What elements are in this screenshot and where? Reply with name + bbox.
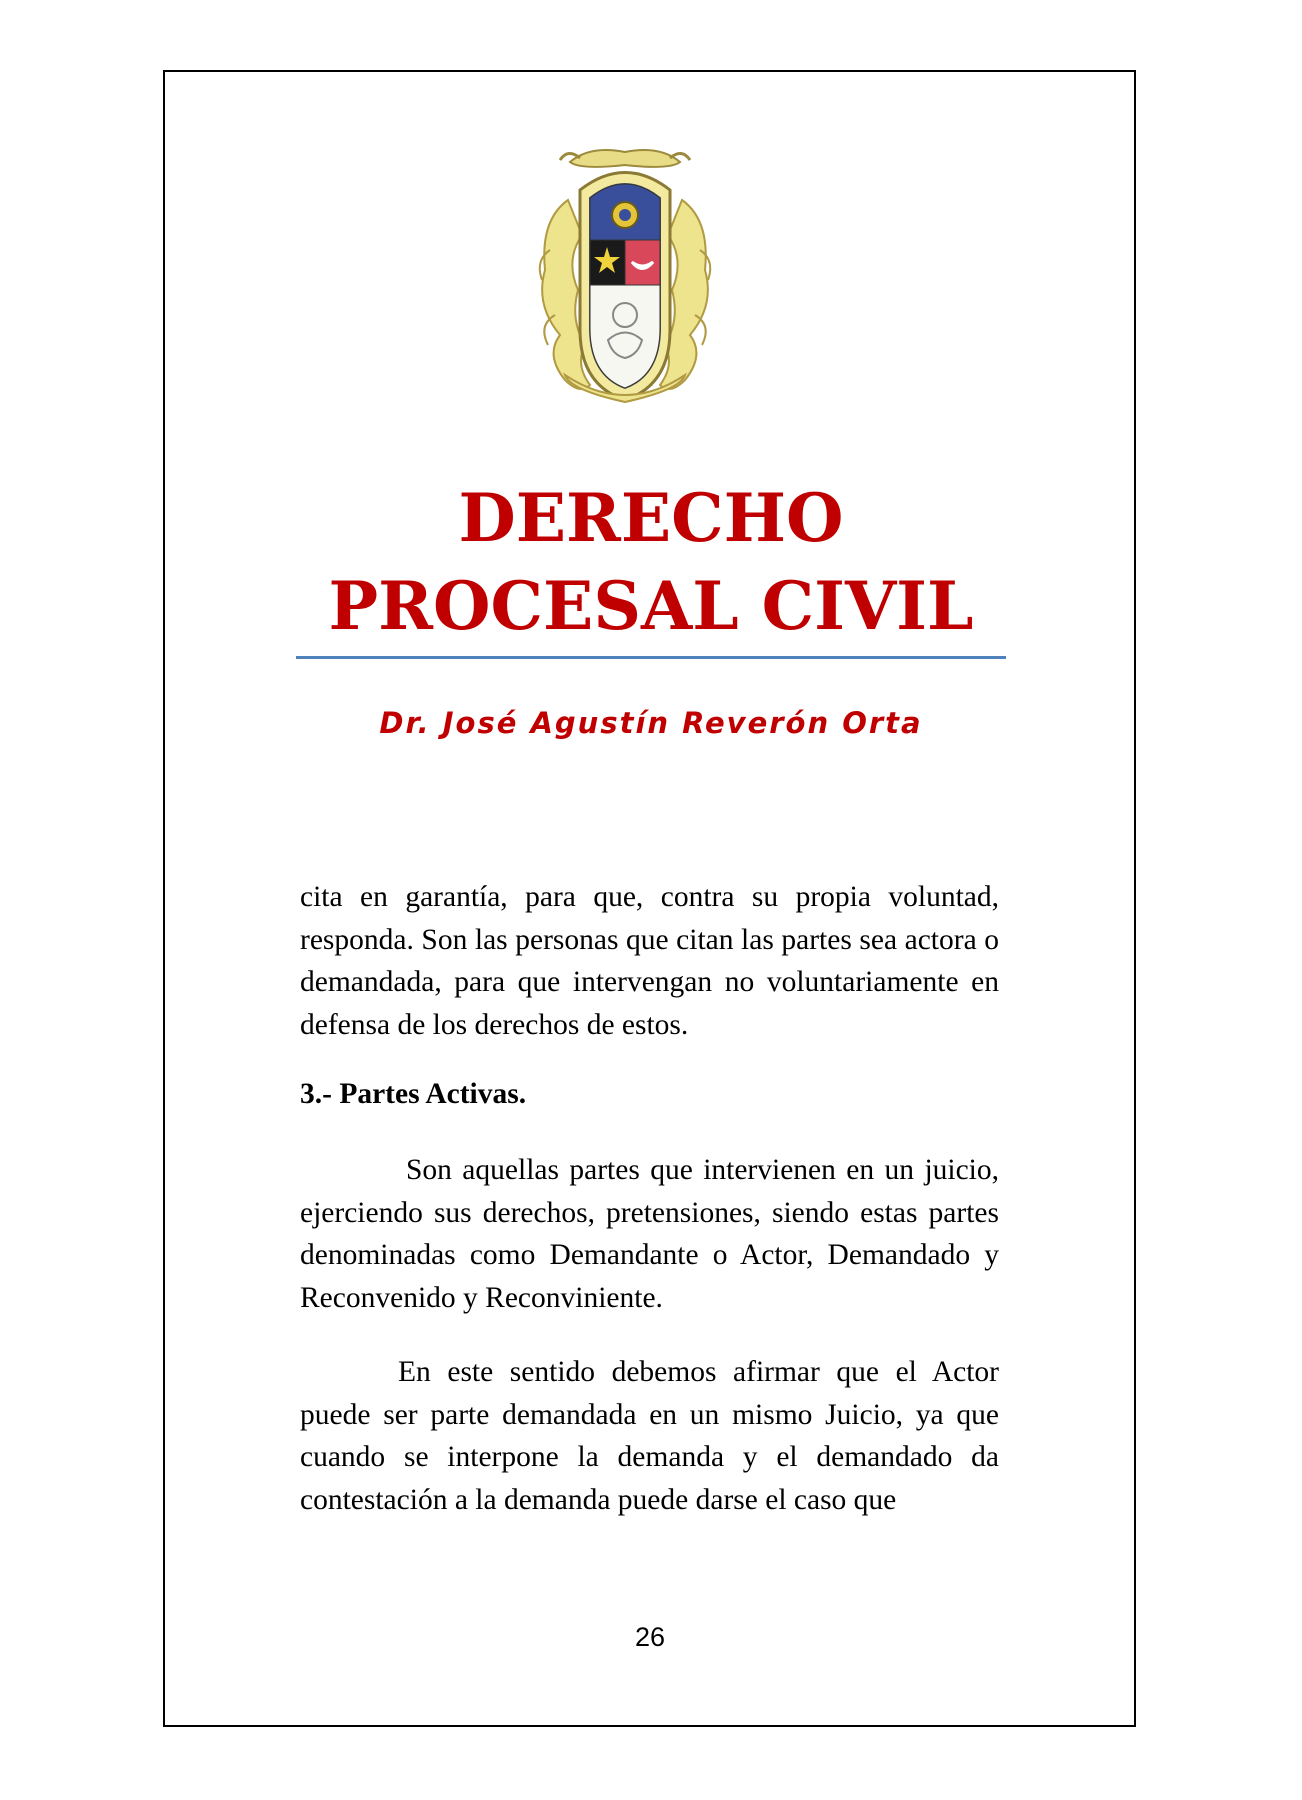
paragraph-text: cita en garantía, para que, contra su propia voluntad, responda. Son las personas que citan las partes sea actora o demandada, para que intervengan no voluntariamente en defensa de los derechos de estos. (300, 881, 999, 1041)
body-paragraph-2 (300, 1149, 999, 1319)
document-title-line-1: DERECHO (458, 479, 844, 557)
body-paragraph-1 (300, 876, 999, 1046)
title-divider (296, 656, 1006, 659)
document-title-line-2: PROCESAL CIVIL (328, 567, 974, 645)
section-heading: 3.- Partes Activas. (300, 1078, 527, 1110)
paragraph-text: En este sentido debemos afirmar que el Actor puede ser parte demandada en un mismo Juicio, ya que cuando se interpone la demanda y el demandado da contestación a la demanda puede darse el caso que (300, 1356, 999, 1516)
author-name: Dr. José Agustín Reverón Orta (379, 706, 923, 740)
coat-of-arms-icon (530, 140, 720, 415)
body-paragraph-3 (300, 1351, 999, 1521)
page-number: 26 (634, 1622, 666, 1652)
paragraph-text: Son aquellas partes que intervienen en un juicio, ejerciendo sus derechos, pretensiones, siendo estas partes denominadas como Demandante o Actor, Demandado y Reconvenido y Reconviniente. (300, 1154, 999, 1314)
